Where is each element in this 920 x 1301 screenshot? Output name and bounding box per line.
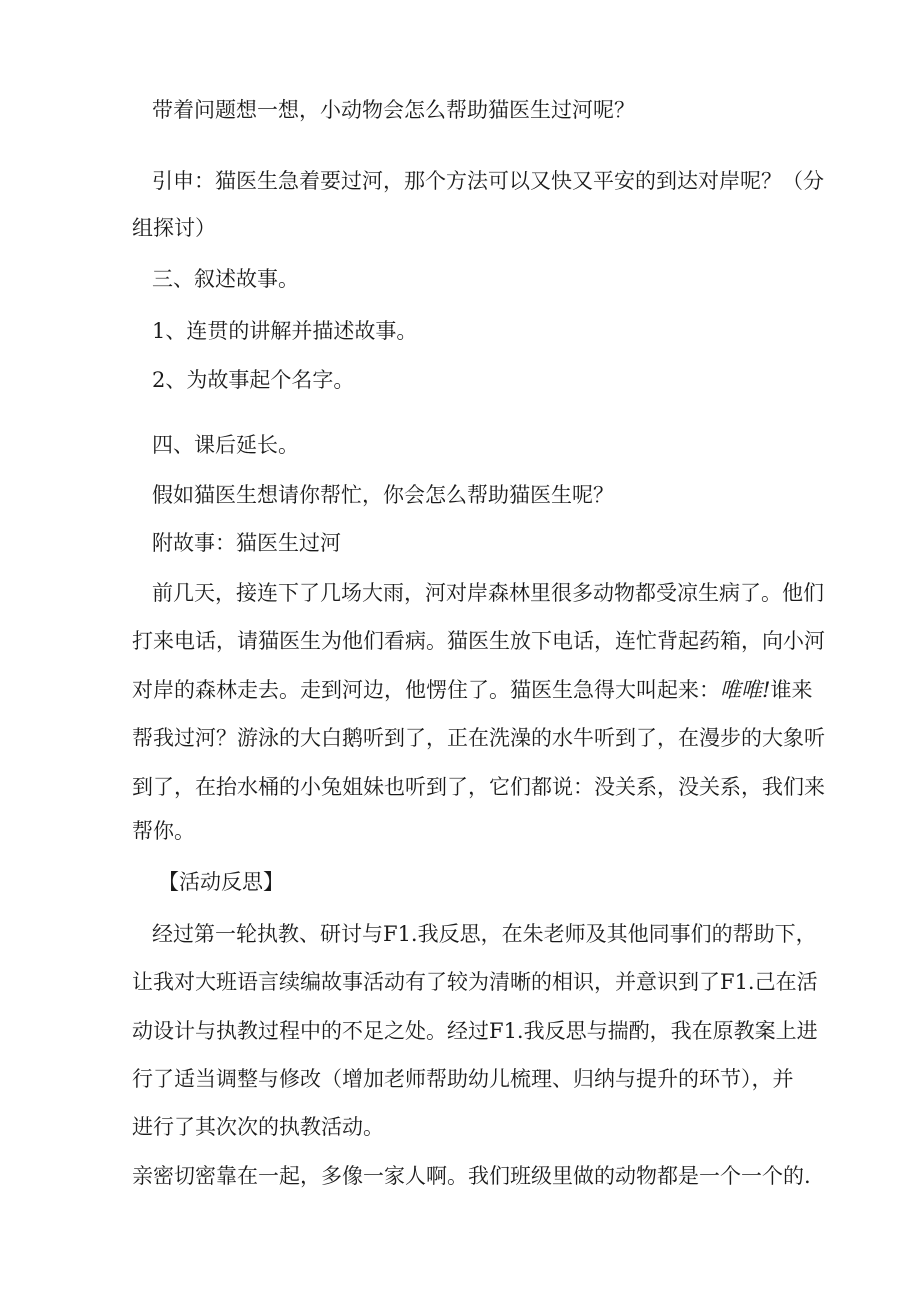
paragraph-line: 附故事：猫医生过河 xyxy=(152,531,341,555)
paragraph-line: 行了适当调整与修改（增加老师帮助幼儿梳理、归纳与提升的环节），并 xyxy=(132,1067,794,1091)
paragraph-text: 对岸的森林走去。走到河边，他愣住了。猫医生急得大叫起来： xyxy=(132,678,720,702)
paragraph-line: 帮我过河？游泳的大白鹅听到了，正在洗澡的水牛听到了，在漫步的大象听 xyxy=(132,726,825,750)
paragraph-line: 到了，在抬水桶的小兔姐妹也听到了，它们都说：没关系，没关系，我们来 xyxy=(132,775,825,799)
paragraph-line: 带着问题想一想，小动物会怎么帮助猫医生过河呢？ xyxy=(152,98,635,122)
section-heading: 四、课后延长。 xyxy=(152,433,299,457)
paragraph-text: 谁来 xyxy=(770,678,813,702)
paragraph-line: 让我对大班语言续编故事活动有了较为清晰的相识，并意识到了F1.己在活 xyxy=(132,970,818,994)
paragraph-line: 亲密切密靠在一起，多像一家人啊。我们班级里做的动物都是一个一个的. xyxy=(132,1164,811,1188)
exclamation-text: 唯唯! xyxy=(720,678,771,702)
paragraph-line: 进行了其次次的执教活动。 xyxy=(132,1115,384,1139)
list-item: 2、为故事起个名字。 xyxy=(152,368,355,392)
paragraph-line: 打来电话，请猫医生为他们看病。猫医生放下电话，连忙背起药箱，向小河 xyxy=(132,629,825,653)
paragraph-line: 经过第一轮执教、研讨与F1.我反思，在朱老师及其他同事们的帮助下， xyxy=(152,922,817,946)
paragraph-line: 前几天，接连下了几场大雨，河对岸森林里很多动物都受凉生病了。他们 xyxy=(152,581,824,605)
paragraph-line: 动设计与执教过程中的不足之处。经过F1.我反思与揣酌，我在原教案上进 xyxy=(132,1019,818,1043)
paragraph-line: 假如猫医生想请你帮忙，你会怎么帮助猫医生呢？ xyxy=(152,483,614,507)
list-item: 1、连贯的讲解并描述故事。 xyxy=(152,319,418,343)
paragraph-line: 帮你。 xyxy=(132,819,195,843)
paragraph-line: 组探讨） xyxy=(132,216,216,240)
paragraph-line xyxy=(132,677,812,703)
section-heading: 【活动反思】 xyxy=(158,870,284,894)
paragraph-line: 引申：猫医生急着要过河，那个方法可以又快又平安的到达对岸呢？（分 xyxy=(152,169,824,193)
section-heading: 三、叙述故事。 xyxy=(152,267,299,291)
